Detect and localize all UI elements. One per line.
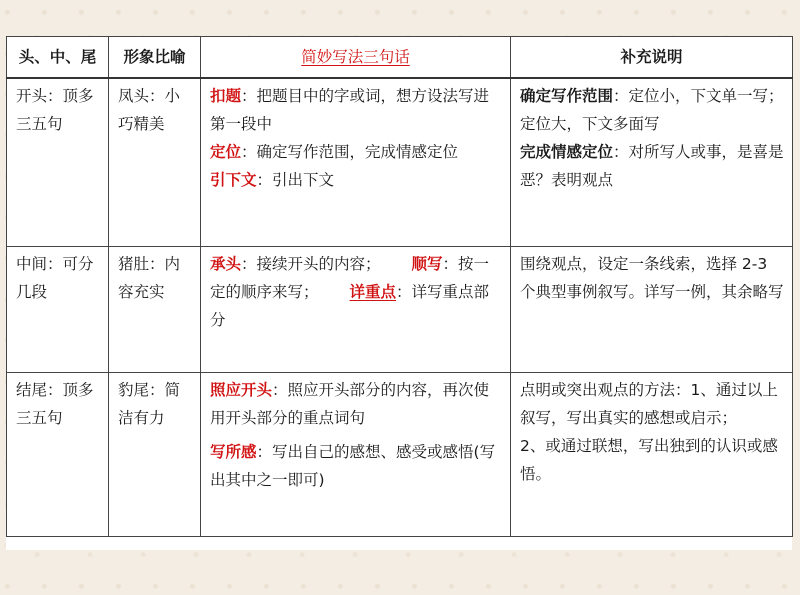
method-text: ：详写重点部分 bbox=[210, 283, 490, 329]
method-keyword: 详重点 bbox=[349, 283, 397, 301]
note-keyword: 确定写作范围 bbox=[520, 87, 614, 105]
method-text: ：照应开头部分的内容，再次使用开头部分的重点词句 bbox=[210, 381, 490, 427]
header-metaphor: 形象比喻 bbox=[109, 37, 201, 79]
metaphor-cell: 猪肚：内容充实 bbox=[109, 247, 201, 373]
methods-cell bbox=[201, 78, 511, 247]
method-keyword: 引下文 bbox=[210, 171, 257, 189]
method-keyword: 承头 bbox=[210, 255, 242, 273]
note-line: 点明或突出观点的方法：1、通过以上叙写，写出真实的感想或启示； bbox=[520, 381, 778, 427]
table-header-row bbox=[7, 37, 793, 79]
part-cell: 中间：可分几段 bbox=[7, 247, 109, 373]
method-keyword: 照应开头 bbox=[210, 381, 273, 399]
note-keyword: 完成情感定位 bbox=[520, 143, 614, 161]
method-item bbox=[210, 255, 381, 273]
table-row-middle bbox=[7, 247, 793, 373]
method-text: ：按一定的顺序来写； bbox=[210, 255, 490, 301]
method-text: ：引出下文 bbox=[256, 171, 335, 189]
method-text: ：接续开头的内容； bbox=[241, 255, 381, 273]
method-item bbox=[210, 138, 504, 166]
methods-cell bbox=[201, 373, 511, 537]
method-keyword: 顺写 bbox=[411, 255, 443, 273]
notes-cell: 围绕观点，设定一条线索，选择 2-3 个典型事例叙写。详写一例，其余略写 bbox=[511, 247, 793, 373]
header-notes: 补充说明 bbox=[511, 37, 793, 79]
method-item bbox=[210, 376, 504, 432]
method-item bbox=[210, 438, 504, 494]
method-text: ：确定写作范围，完成情感定位 bbox=[241, 143, 459, 161]
writing-method-table bbox=[6, 36, 793, 537]
table-row-opening bbox=[7, 78, 793, 247]
notes-cell bbox=[511, 373, 793, 537]
method-text: ：写出自己的感想、感受或感悟(写出其中之一即可) bbox=[210, 443, 496, 489]
notes-cell bbox=[511, 78, 793, 247]
note-item bbox=[520, 138, 786, 194]
header-part: 头、中、尾 bbox=[7, 37, 109, 79]
method-text: ：把题目中的字或词，想方设法写进第一段中 bbox=[210, 87, 490, 133]
method-item bbox=[210, 82, 504, 138]
note-item bbox=[520, 82, 786, 138]
metaphor-cell: 豹尾：简洁有力 bbox=[109, 373, 201, 537]
part-cell: 结尾：顶多三五句 bbox=[7, 373, 109, 537]
header-methods: 简妙写法三句话 bbox=[201, 37, 511, 79]
method-keyword: 扣题 bbox=[210, 87, 242, 105]
method-keyword: 定位 bbox=[210, 143, 242, 161]
note-text: ：定位小，下文单一写；定位大，下文多面写 bbox=[520, 87, 784, 133]
metaphor-cell: 凤头：小巧精美 bbox=[109, 78, 201, 247]
part-cell: 开头：顶多三五句 bbox=[7, 78, 109, 247]
table-row-ending bbox=[7, 373, 793, 537]
method-keyword: 写所感 bbox=[210, 443, 257, 461]
methods-cell bbox=[201, 247, 511, 373]
note-line: 2、或通过联想，写出独到的认识或感悟。 bbox=[520, 437, 778, 483]
method-item bbox=[210, 166, 504, 194]
note-text: ：对所写人或事，是喜是恶？表明观点 bbox=[520, 143, 784, 189]
